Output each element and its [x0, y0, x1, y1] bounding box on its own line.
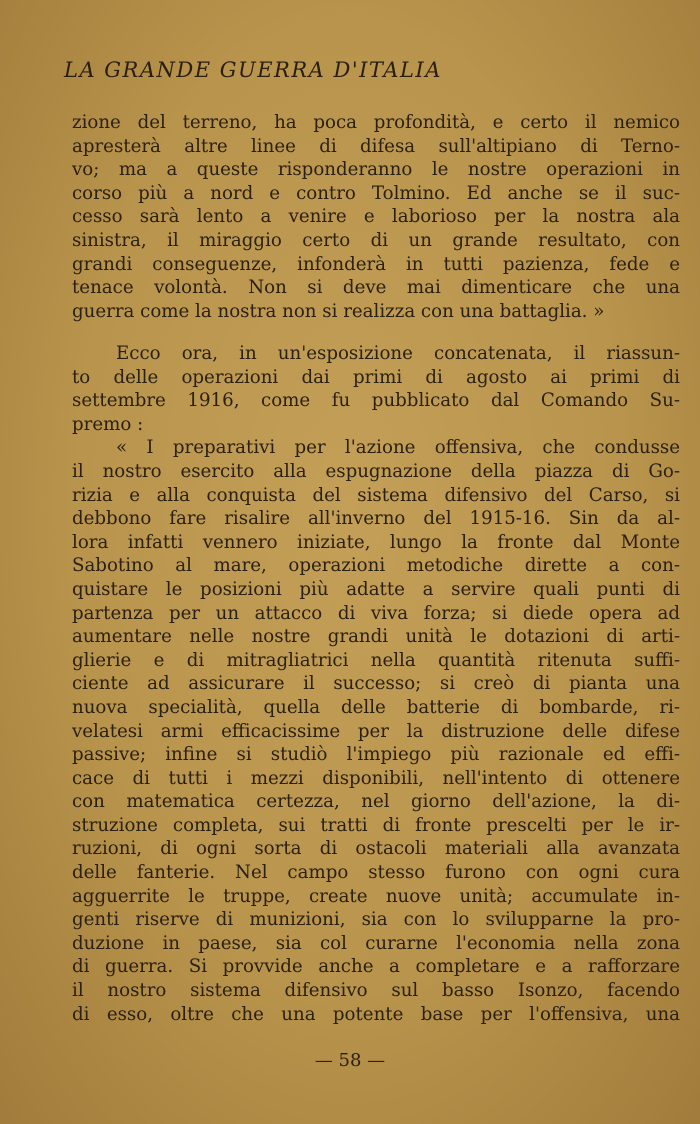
text-line: ruzioni, di ogni sorta di ostacoli materiali alla avanzata	[72, 838, 680, 860]
text-line: aumentare nelle nostre grandi unità le dotazioni di arti-	[72, 626, 680, 648]
text-line: ciente ad assicurare il successo; si creò di pianta una	[72, 673, 680, 695]
text-line: corso più a nord e contro Tolmino. Ed anche se il suc-	[72, 182, 680, 204]
text-line: apresterà altre linee di difesa sull'altipiano di Terno-	[72, 135, 680, 157]
text-line: grandi conseguenze, infonderà in tutti pazienza, fede e	[72, 253, 680, 275]
text-line: Ecco ora, in un'esposizione concatenata, il riassun-	[116, 343, 680, 364]
text-line: cesso sarà lento a venire e laborioso per la nostra ala	[72, 206, 680, 228]
text-line: tenace volontà. Non si deve mai dimenticare che una	[72, 277, 680, 299]
text-line: zione del terreno, ha poca profondità, e certo il nemico	[72, 112, 680, 133]
text-line: di esso, oltre che una potente base per l'offensiva, una	[72, 1003, 680, 1025]
text-line: cace di tutti i mezzi disponibili, nell'intento di ottenere	[72, 767, 680, 789]
text-line: struzione completa, sui tratti di fronte prescelti per le ir-	[72, 814, 680, 836]
text-line: passive; infine si studiò l'impiego più razionale ed effi-	[72, 744, 680, 766]
text-line: guerra come la nostra non si realizza con una battaglia. »	[72, 300, 605, 322]
text-line: il nostro esercito alla espugnazione della piazza di Go-	[72, 460, 680, 482]
running-head: LA GRANDE GUERRA D'ITALIA	[64, 58, 442, 82]
text-line: rizia e alla conquista del sistema difensivo del Carso, si	[72, 484, 680, 506]
text-line: agguerrite le truppe, create nuove unità; accumulate in-	[72, 885, 680, 907]
text-line: duzione in paese, sia col curarne l'economia nella zona	[72, 932, 680, 954]
text-line: to delle operazioni dai primi di agosto ai primi di	[72, 366, 680, 388]
page-number: — 58 —	[314, 1050, 386, 1071]
text-line: settembre 1916, come fu pubblicato dal Comando Su-	[72, 390, 680, 412]
text-line: delle fanterie. Nel campo stesso furono con ogni cura	[72, 862, 680, 884]
text-line: sinistra, il miraggio certo di un grande resultato, con	[72, 229, 680, 251]
text-line: di guerra. Si provvide anche a completare e a rafforzare	[72, 956, 680, 978]
text-line: il nostro sistema difensivo sul basso Isonzo, facendo	[72, 980, 680, 1002]
text-line: glierie e di mitragliatrici nella quantità ritenuta suffi-	[72, 649, 680, 671]
paragraph-quote-end	[72, 111, 680, 323]
text-line: genti riserve di munizioni, sia con lo svilupparne la pro-	[72, 909, 680, 931]
text-line: debbono fare risalire all'inverno del 1915-16. Sin da al-	[72, 508, 680, 530]
text-line: partenza per un attacco di viva forza; si diede opera ad	[72, 602, 680, 624]
paragraph-summary	[72, 342, 680, 1026]
text-line: quistare le posizioni più adatte a servire quali punti di	[72, 578, 680, 600]
text-line: con matematica certezza, nel giorno dell'azione, la di-	[72, 791, 680, 813]
text-line: velatesi armi efficacissime per la distruzione delle difese	[72, 720, 680, 742]
text-line: « I preparativi per l'azione offensiva, che condusse	[116, 437, 680, 459]
text-line: premo :	[72, 413, 144, 435]
text-line: Sabotino al mare, operazioni metodiche dirette a con-	[72, 555, 680, 577]
text-line: nuova specialità, quella delle batterie di bombarde, ri-	[72, 696, 680, 718]
text-line: vo; ma a queste risponderanno le nostre operazioni in	[72, 159, 680, 181]
text-line: lora infatti vennero iniziate, lungo la fronte dal Monte	[72, 531, 680, 553]
